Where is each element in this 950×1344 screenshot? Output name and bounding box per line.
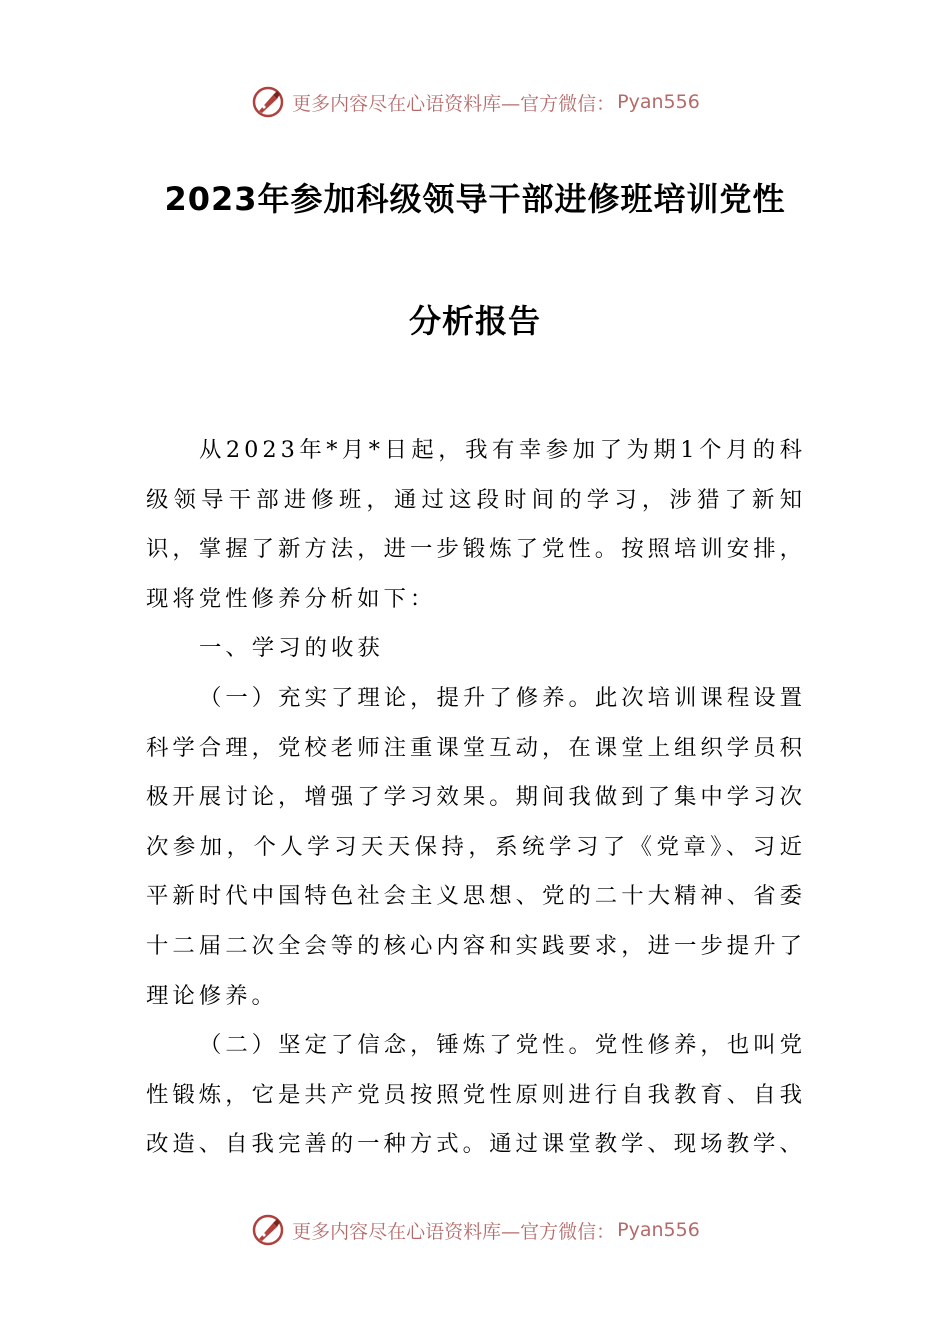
wechat-id: Pyan556 — [617, 1219, 700, 1241]
pen-nib-logo-icon — [250, 84, 286, 120]
pen-nib-logo-icon — [250, 1212, 286, 1248]
watermark-header — [0, 82, 950, 122]
paragraph-two: （二）坚定了信念，锤炼了党性。党性修养，也叫党性锻炼，它是共产党员按照党性原则进行自我教育、自我改造、自我完善的一种方式。通过课堂教学、现场教学、 — [146, 1032, 806, 1158]
paragraph-intro: 从2023年*月*日起，我有幸参加了为期1个月的科级领导干部进修班，通过这段时间的学习，涉猎了新知识，掌握了新方法，进一步锻炼了党性。按照培训安排，现将党性修养分析如下： — [146, 437, 806, 612]
watermark-text: 更多内容尽在心语资料库—官方微信： — [292, 92, 616, 115]
paragraph-one: （一）充实了理论，提升了修养。此次培训课程设置科学合理，党校老师注重课堂互动，在课堂上组织学员积极开展讨论，增强了学习效果。期间我做到了集中学习次次参加，个人学习天天保持，系统学习了《党章》、习近平新时代中国特色社会主义思想、党的二十大精神、省委十二届二次全会等的核心内容和实践要求，进一步提升了理论修养。 — [146, 684, 806, 1009]
wechat-id: Pyan556 — [617, 91, 700, 113]
section-heading: 一、学习的收获 — [199, 635, 384, 662]
document-title-line2: 分析报告 — [408, 302, 541, 340]
document-body — [146, 426, 806, 1170]
watermark-text: 更多内容尽在心语资料库—官方微信： — [292, 1220, 616, 1243]
watermark-footer — [0, 1210, 950, 1250]
document-title-line1: 2023年参加科级领导干部进修班培训党性 — [164, 180, 786, 218]
